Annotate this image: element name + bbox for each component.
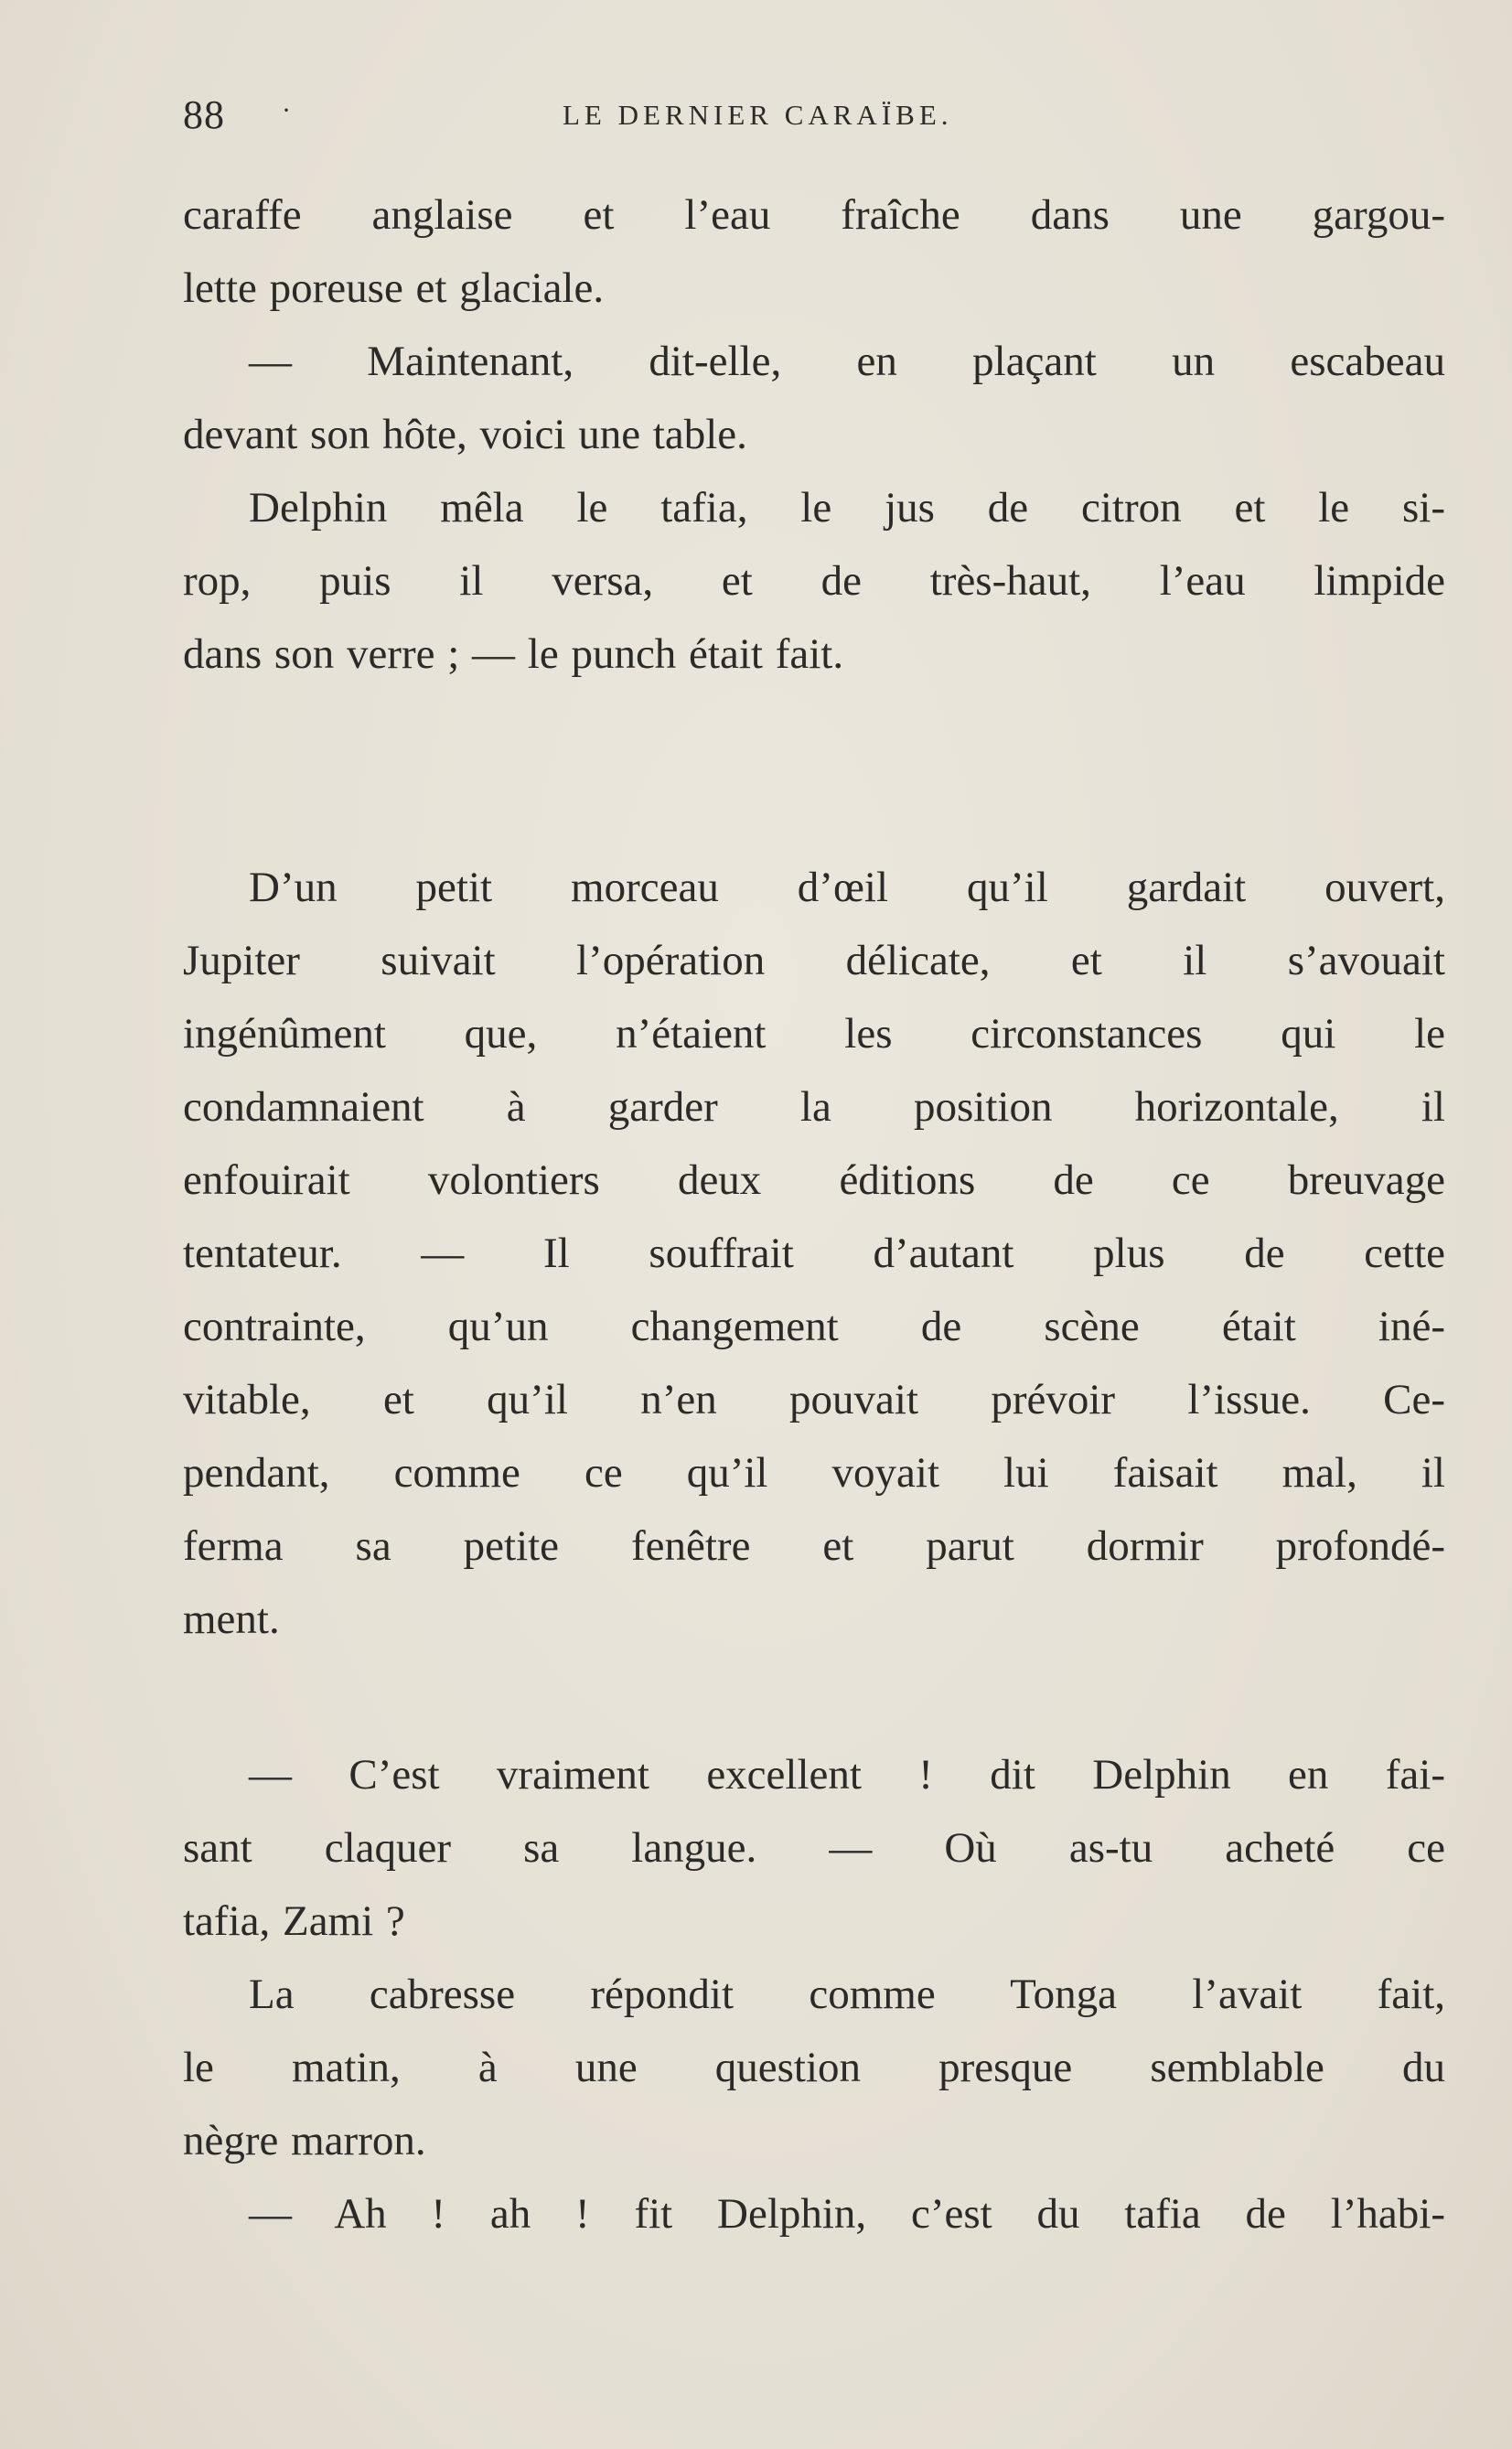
text-line: le matin, à une question presque semblable du [183,2044,1445,2091]
text-line: ferma sa petite fenêtre et parut dormir profondé- [183,1522,1445,1570]
text-line: Delphin mêla le tafia, le jus de citron et le si- [249,484,1445,532]
header-separator: · [282,95,291,125]
text-line: tentateur. — Il souffrait d’autant plus de cette [183,1230,1445,1277]
running-title: LE DERNIER CARAÏBE. [563,99,953,131]
text-line: — Ah ! ah ! fit Delphin, c’est du tafia de l’habi- [249,2190,1445,2238]
page-header [183,91,1445,146]
text-line: Jupiter suivait l’opération délicate, et il s’avouait [183,937,1445,984]
text-line: dans son verre ; — le punch était fait. [183,630,844,678]
text-line: condamnaient à garder la position horizontale, il [183,1083,1445,1131]
page-number: 88 [183,92,225,137]
text-line: pendant, comme ce qu’il voyait lui faisait mal, il [183,1449,1445,1497]
text-line: D’un petit morceau d’œil qu’il gardait ouvert, [249,864,1445,911]
text-line: caraffe anglaise et l’eau fraîche dans une gargou- [183,191,1445,239]
text-line: enfouirait volontiers deux éditions de ce breuvage [183,1156,1445,1204]
text-line: — C’est vraiment excellent ! dit Delphin en fai- [249,1751,1445,1799]
text-line: — Maintenant, dit-elle, en plaçant un escabeau [249,338,1445,385]
text-line: lette poreuse et glaciale. [183,264,605,312]
text-line: ment. [183,1595,280,1643]
text-line: sant claquer sa langue. — Où as-tu acheté ce [183,1824,1445,1872]
text-line: vitable, et qu’il n’en pouvait prévoir l’issue. Ce- [183,1376,1445,1423]
text-line: contrainte, qu’un changement de scène était iné- [183,1303,1445,1350]
text-line: devant son hôte, voici une table. [183,411,747,458]
text-line: tafia, Zami ? [183,1897,405,1945]
text-line: La cabresse répondit comme Tonga l’avait fait, [249,1971,1445,2018]
text-line: nègre marron. [183,2117,426,2164]
text-line: ingénûment que, n’étaient les circonstances qui le [183,1010,1445,1058]
text-line: rop, puis il versa, et de très-haut, l’eau limpide [183,557,1445,605]
